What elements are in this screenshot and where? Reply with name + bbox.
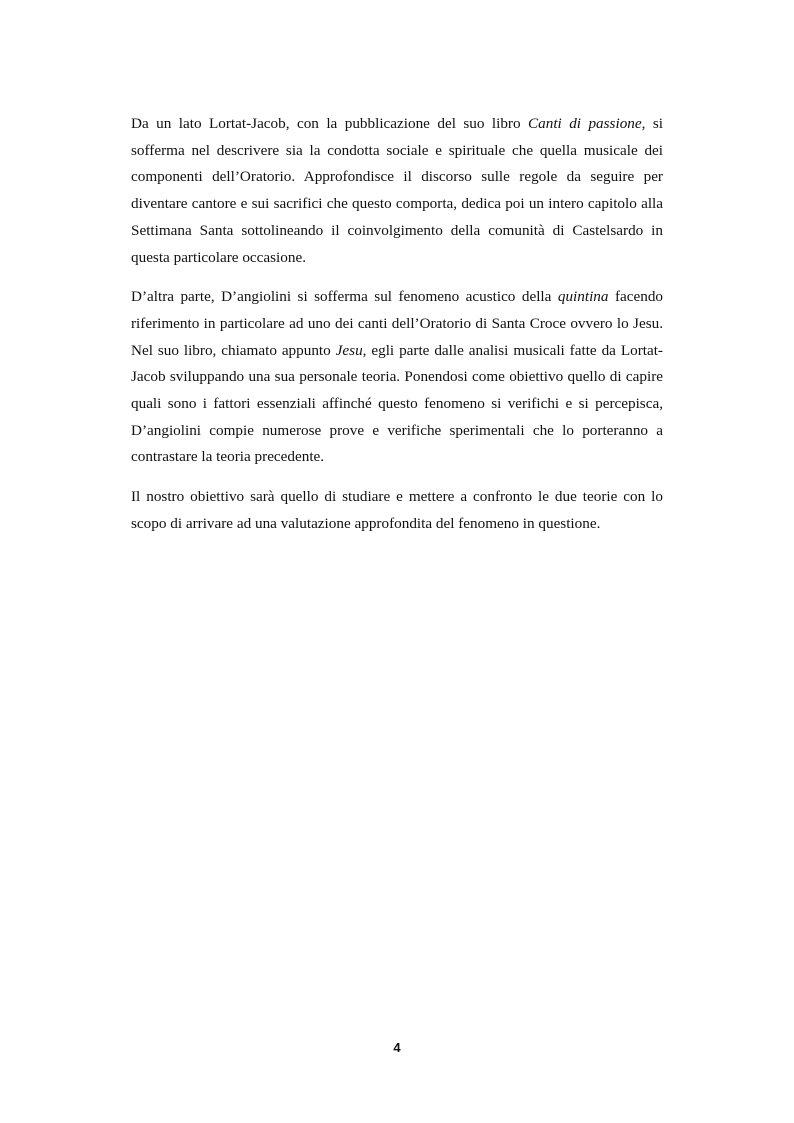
body-text [131,111,663,551]
paragraph [131,284,663,471]
text-run: Il nostro obiettivo sarà quello di studiare e mettere a confronto le due teorie con lo scopo di arrivare ad una valutazione approfondita del fenomeno in questione. [131,488,663,532]
paragraph [131,111,663,271]
term-italic: quintina [557,288,609,306]
text-run: D’altra parte, D’angiolini si sofferma sul fenomeno acustico della [131,288,558,306]
text-run: Da un lato Lortat-Jacob, con la pubblicazione del suo libro [131,115,529,132]
text-run: , si sofferma nel descrivere sia la condotta sociale e spirituale che quella musicale dei componenti dell’Oratorio. Approfondisce il discorso sulle regole da seguire per diventare cantore e sui sacrifici che questo comporta, dedica poi un intero capitolo alla Settimana Santa sottolineando il coinvolgimento della comunità di Castelsardo in questa particolare occasione. [131,115,663,266]
paragraph [131,484,663,537]
book-title-italic: Canti di passione [528,115,642,132]
text-run: facendo riferimento in particolare ad uno dei canti dell’Oratorio di Santa Croce ovvero lo Jesu. Nel suo libro, chiamato appunto [131,288,664,359]
book-title-italic: Jesu [335,341,363,359]
text-run: , egli parte dalle analisi musicali fatte da Lortat-Jacob sviluppando una sua personale teoria. Ponendosi come obiettivo quello di capire quali sono i fattori essenziali affinché questo fenomeno si verifichi e si percepisca, D’angiolini compie numerose prove e verifiche sperimentali che lo porteranno a contrastare la teoria precedente. [131,341,663,466]
page-number: 4 [393,1040,401,1055]
